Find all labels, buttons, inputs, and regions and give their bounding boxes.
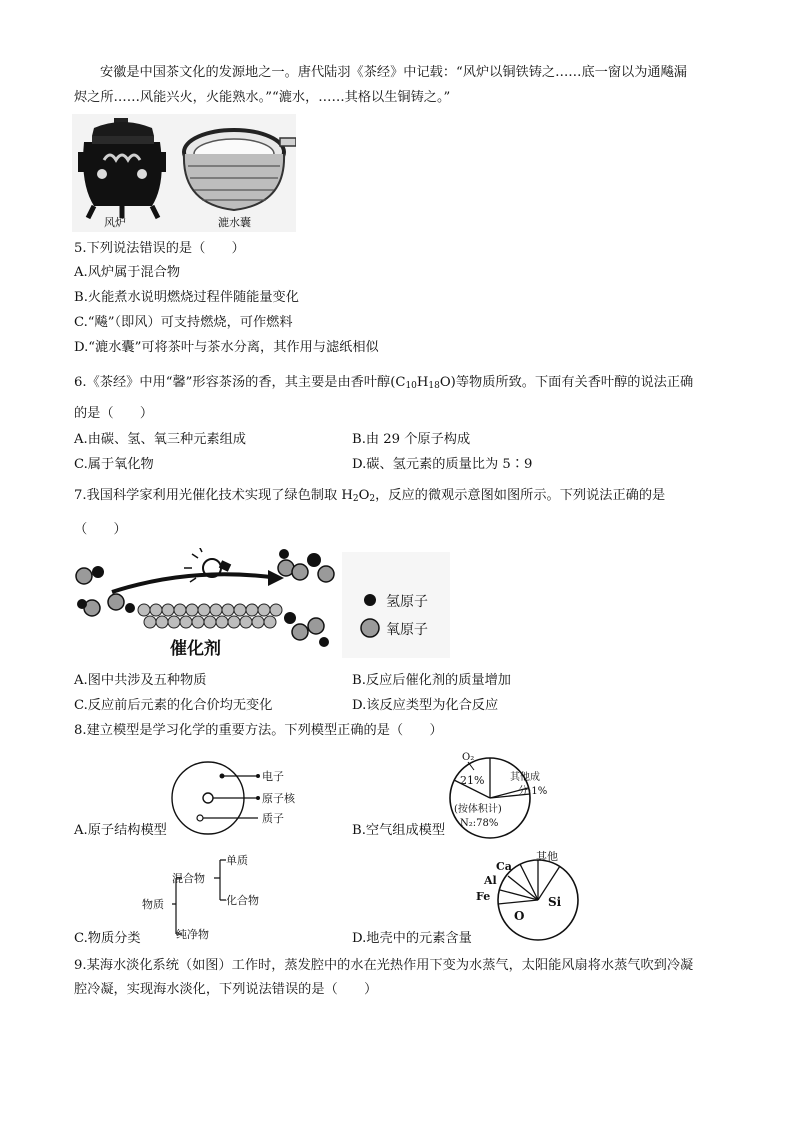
products-right bbox=[278, 549, 334, 647]
crust-label-ca: Ca bbox=[496, 860, 512, 873]
q7-o: O bbox=[358, 488, 370, 503]
q5-stem: 5.下列说法错误的是（ ） bbox=[74, 241, 245, 256]
class-element: 单质 bbox=[226, 854, 248, 867]
q6-stem bbox=[74, 374, 693, 392]
class-mixture: 混合物 bbox=[172, 872, 205, 885]
q6-option-a: A.由碳、氢、氧三种元素组成 bbox=[74, 432, 246, 447]
photocatalysis-diagram bbox=[72, 548, 452, 664]
photo-label-stove: 风炉 bbox=[104, 216, 126, 229]
q5-option-b: B.火能煮水说明燃烧过程伴随能量变化 bbox=[74, 290, 299, 305]
q7-stem bbox=[74, 487, 665, 505]
q8-stem: 8.建立模型是学习化学的重要方法。下列模型正确的是（ ） bbox=[74, 723, 443, 738]
q9-line-1: 9.某海水淡化系统（如图）工作时，蒸发腔中的水在光热作用下变为水蒸气，太阳能风扇将水蒸气吹到冷凝 bbox=[74, 958, 694, 973]
q7-stem-line-2: （ ） bbox=[74, 522, 127, 537]
legend-hydrogen: 氢原子 bbox=[386, 594, 428, 610]
photo-label-strainer: 漉水囊 bbox=[218, 216, 251, 229]
q6-sub-h: 18 bbox=[428, 381, 440, 391]
q7-option-c: C.反应前后元素的化合价均无变化 bbox=[74, 698, 273, 713]
air-label-o2-percent: 21% bbox=[460, 774, 485, 787]
legend-oxygen: 氧原子 bbox=[386, 622, 428, 638]
q6-stem-part-b: O)等物质所致。下面有关香叶醇的说法正确 bbox=[439, 375, 694, 390]
q6-h: H bbox=[416, 375, 429, 390]
crust-label-si: Si bbox=[548, 895, 562, 909]
air-label-volume: (按体积计) bbox=[454, 804, 502, 815]
crust-label-al: Al bbox=[484, 874, 497, 887]
q7-option-a: A.图中共涉及五种物质 bbox=[74, 673, 207, 688]
reaction-arrow bbox=[112, 574, 278, 592]
q8-option-a: A.原子结构模型 bbox=[74, 823, 167, 838]
air-composition-model bbox=[444, 750, 564, 842]
q5-option-d: D.“漉水囊”可将茶叶与茶水分离，其作用与滤纸相似 bbox=[74, 340, 379, 355]
class-pure: 纯净物 bbox=[176, 928, 209, 941]
q6-option-d: D.碳、氢元素的质量比为 5∶9 bbox=[352, 457, 533, 472]
intro-line-2: 烬之所……风能兴火，火能熟水。”“漉水，……其格以生铜铸之。” bbox=[74, 90, 451, 105]
q7-stem-part-b: ，反应的微观示意图如图所示。下列说法正确的是 bbox=[375, 488, 666, 503]
hydrogen-atoms-left bbox=[76, 566, 135, 616]
intro-line-1: 安徽是中国茶文化的发源地之一。唐代陆羽《茶经》中记载：“风炉以铜铁铸之……底一窗以为通飚漏 bbox=[100, 65, 687, 80]
atom-label-nucleus: 原子核 bbox=[262, 792, 295, 805]
q8-option-b: B.空气组成模型 bbox=[352, 823, 446, 838]
q8-option-d: D.地壳中的元素含量 bbox=[352, 931, 472, 946]
crust-label-fe: Fe bbox=[476, 890, 491, 903]
q7-stem-part-a: 7.我国科学家利用光催化技术实现了绿色制取 H bbox=[74, 488, 353, 503]
atom-label-electron: 电子 bbox=[262, 770, 284, 783]
air-label-n2: N₂:78% bbox=[460, 818, 499, 829]
air-label-other-2: 分:1% bbox=[518, 786, 548, 797]
q7-sub-2: 2 bbox=[369, 494, 376, 504]
q6-stem-part-a: 6.《茶经》中用“馨”形容茶汤的香，其主要是由香叶醇(C bbox=[74, 375, 406, 390]
crust-label-other: 其他 bbox=[536, 850, 558, 863]
q6-sub-c: 10 bbox=[405, 381, 417, 391]
atom-label-proton: 质子 bbox=[262, 812, 284, 825]
class-root: 物质 bbox=[142, 898, 164, 911]
q7-option-d: D.该反应类型为化合反应 bbox=[352, 698, 499, 713]
q7-sub-1: 2 bbox=[352, 494, 359, 504]
q6-option-b: B.由 29 个原子构成 bbox=[352, 432, 471, 447]
q9-line-2: 腔冷凝，实现海水淡化，下列说法错误的是（ ） bbox=[74, 982, 378, 997]
air-label-o2: O₂ bbox=[462, 752, 475, 763]
q6-option-c: C.属于氧化物 bbox=[74, 457, 154, 472]
crust-elements-model bbox=[476, 850, 586, 946]
atom-structure-model bbox=[166, 760, 296, 842]
q5-option-a: A.风炉属于混合物 bbox=[74, 265, 181, 280]
crust-label-o: O bbox=[514, 909, 525, 923]
q6-stem-line-2: 的是（ ） bbox=[74, 406, 154, 421]
q8-option-c: C.物质分类 bbox=[74, 931, 141, 946]
tea-stove-strainer-photo bbox=[72, 114, 296, 232]
q5-option-c: C.“飚”（即风）可支持燃烧，可作燃料 bbox=[74, 315, 293, 330]
catalyst-surface bbox=[138, 604, 282, 628]
class-compound: 化合物 bbox=[226, 894, 259, 907]
air-label-other-1: 其他成 bbox=[510, 772, 540, 783]
q7-option-b: B.反应后催化剂的质量增加 bbox=[352, 673, 511, 688]
atom-legend bbox=[342, 552, 450, 658]
matter-classification-model bbox=[142, 852, 292, 948]
catalyst-label: 催化剂 bbox=[170, 639, 221, 659]
